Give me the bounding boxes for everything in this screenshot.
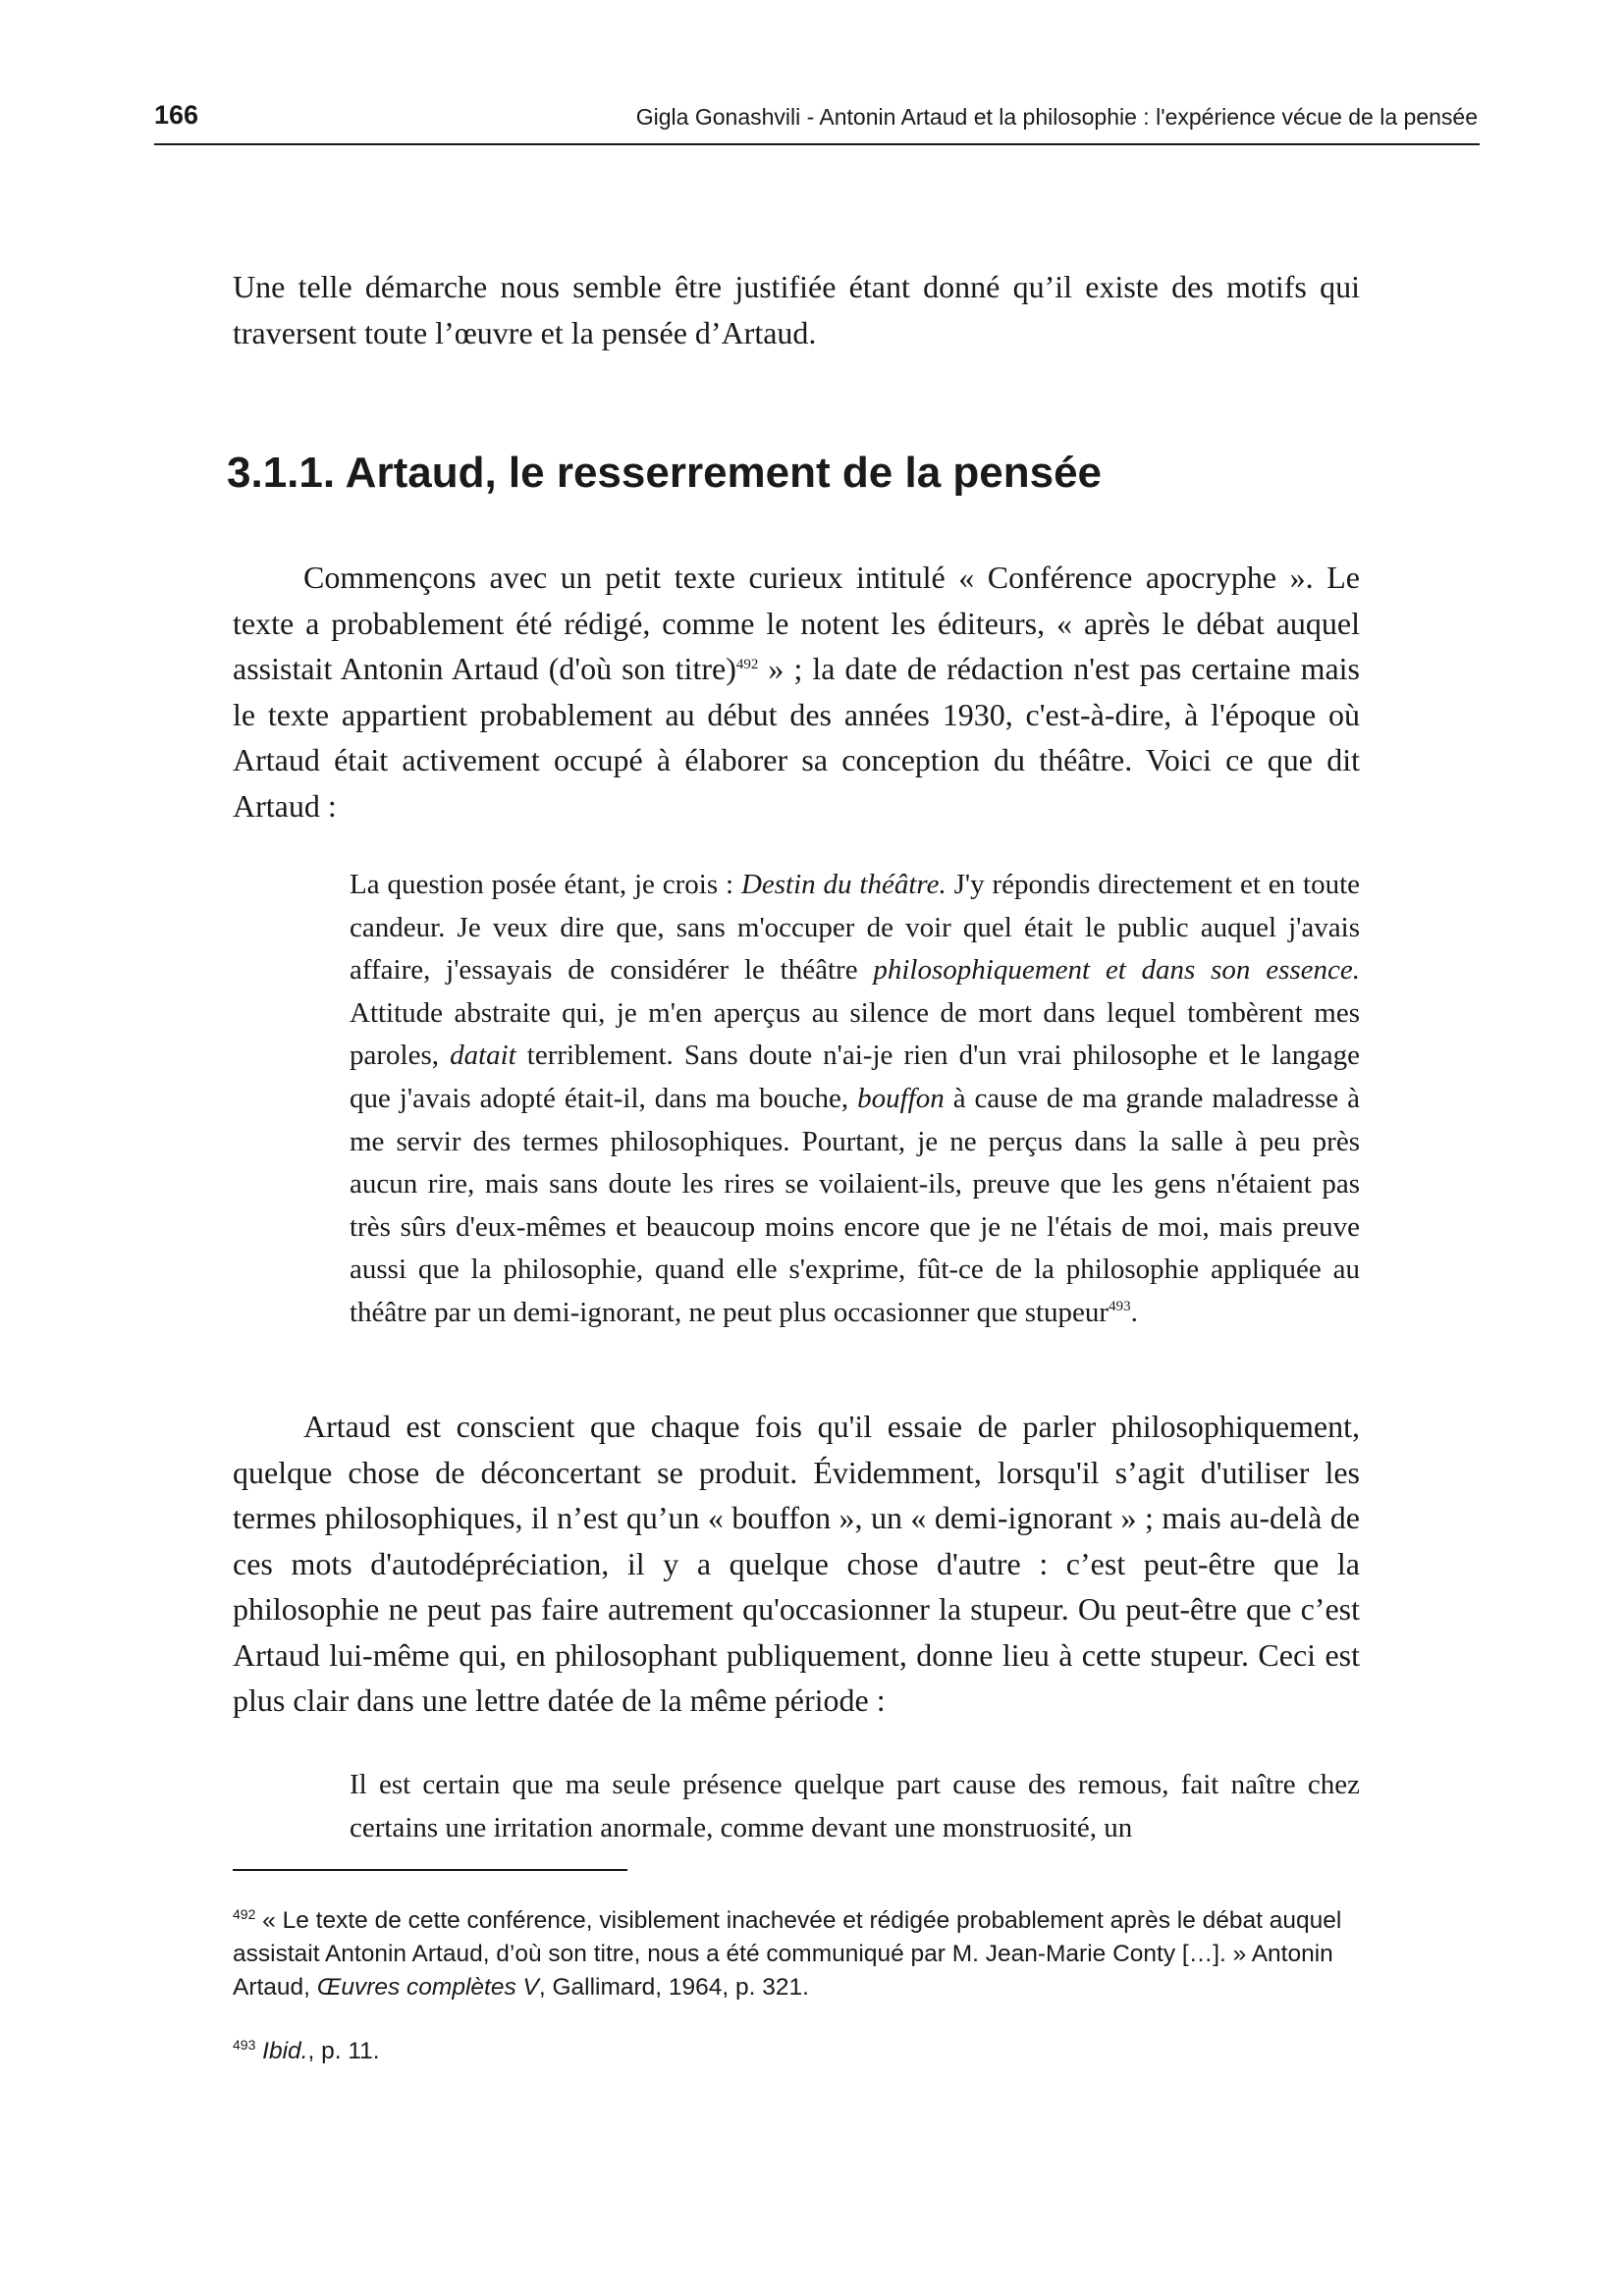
paragraph1-text-b: » ; la date de rédaction n'est pas certaine mais le texte appartient probablement au début des années 1930, c'est-à-dire, à l'époque où Artaud était activement occupé à élaborer sa conception du théâtre. Voici ce que dit Artaud : xyxy=(233,651,1360,824)
quote1-italic-3: datait xyxy=(450,1040,516,1072)
quote1-italic-4: bouffon xyxy=(857,1082,945,1114)
quote1-italic-1: Destin du théâtre. xyxy=(740,869,947,900)
quote1-text-2: J'y répondis directement et en toute candeur. Je veux dire que, sans m'occuper de voir quel était le public auquel j'avais affaire, j'essayais de considérer le théâtre xyxy=(350,869,1361,987)
quote1-text-5: à cause de ma grande maladresse à me servir des termes philosophiques. Pourtant, je ne perçus dans la salle à peu près aucun rire, mais sans doute les rires se voilaient-ils, preuve que les gens n'étaient pas très sûrs d'eux-mêmes et beaucoup moins encore que je ne l'étais de moi, mais preuve aussi que la philosophie, quand elle s'exprime, fût-ce de la philosophie appliquée au théâtre par un demi-ignorant, ne peut plus occasionner que stupeur xyxy=(350,1082,1360,1328)
footnote-italic-title: Œuvres complètes V xyxy=(316,1974,539,2001)
section-heading: 3.1.1. Artaud, le resserrement de la pensée xyxy=(227,449,1103,497)
footnote-number: 493 xyxy=(233,2037,256,2053)
quote1-text-3: Attitude abstraite qui, je m'en aperçus au silence de mort dans lequel tombèrent mes paroles, xyxy=(350,996,1360,1072)
page-number: 166 xyxy=(154,100,199,130)
footnote-italic-ibid: Ibid. xyxy=(262,2038,308,2064)
quote1-text-6: . xyxy=(1130,1296,1138,1328)
footnote-ref-492[interactable]: 492 xyxy=(735,657,759,672)
footnote-ref-493[interactable]: 493 xyxy=(1109,1298,1131,1314)
intro-paragraph: Une telle démarche nous semble être justifiée étant donné qu’il existe des motifs qui traversent toute l’œuvre et la pensée d’Artaud. xyxy=(233,269,1360,350)
footnote-number: 492 xyxy=(233,1906,256,1922)
footnote-separator xyxy=(233,1869,627,1871)
quote1-text-4: terriblement. Sans doute n'ai-je rien d'un vrai philosophe et le langage que j'avais adopté était-il, dans ma bouche, xyxy=(350,1040,1360,1114)
footnote-text-end: , p. 11. xyxy=(307,2038,380,2064)
footnote-493 xyxy=(233,2035,1360,2068)
footnote-492 xyxy=(233,1904,1360,2004)
running-header xyxy=(154,98,1480,145)
body-paragraph-2: Artaud est conscient que chaque fois qu'il essaie de parler philosophiquement, quelque chose de déconcertant se produit. Évidemment, lorsqu'il s’agit d'utiliser les termes philosophiques, il n’est qu’un « bouffon », un « demi-ignorant » ; mais au-delà de ces mots d'autodépréciation, il y a quelque chose d'autre : c’est peut-être que la philosophie ne peut pas faire autrement qu'occasionner la stupeur. Ou peut-être que c’est Artaud lui-même qui, en philosophant publiquement, donne lieu à cette stupeur. Ceci est plus clair dans une lettre datée de la même période : xyxy=(233,1409,1360,1718)
block-quote-1 xyxy=(350,864,1360,1335)
footnote-text-end: , Gallimard, 1964, p. 321. xyxy=(538,1974,809,2001)
running-title: Gigla Gonashvili - Antonin Artaud et la philosophie : l'expérience vécue de la pensée xyxy=(635,104,1478,130)
footnote-text: « Le texte de cette conférence, visiblement inachevée et rédigée probablement après le débat auquel assistait Antonin Artaud, d’où son titre, nous a été communiqué par M. Jean-Marie Conty […]. » Antonin Artaud, xyxy=(233,1907,1342,2001)
block-quote-2: Il est certain que ma seule présence quelque part cause des remous, fait naître chez certains une irritation anormale, comme devant une monstruosité, un xyxy=(350,1769,1360,1843)
quote1-italic-2: philosophiquement et dans son essence. xyxy=(873,954,1361,987)
quote1-text-1: La question posée étant, je crois : xyxy=(350,869,741,900)
body-paragraph-1 xyxy=(233,555,1360,828)
paragraph1-text-a: Commençons avec un petit texte curieux intitulé « Conférence apocryphe ». Le texte a probablement été rédigé, comme le notent les éditeurs, « après le débat auquel assistait Antonin Artaud (d'où son titre) xyxy=(233,560,1360,686)
